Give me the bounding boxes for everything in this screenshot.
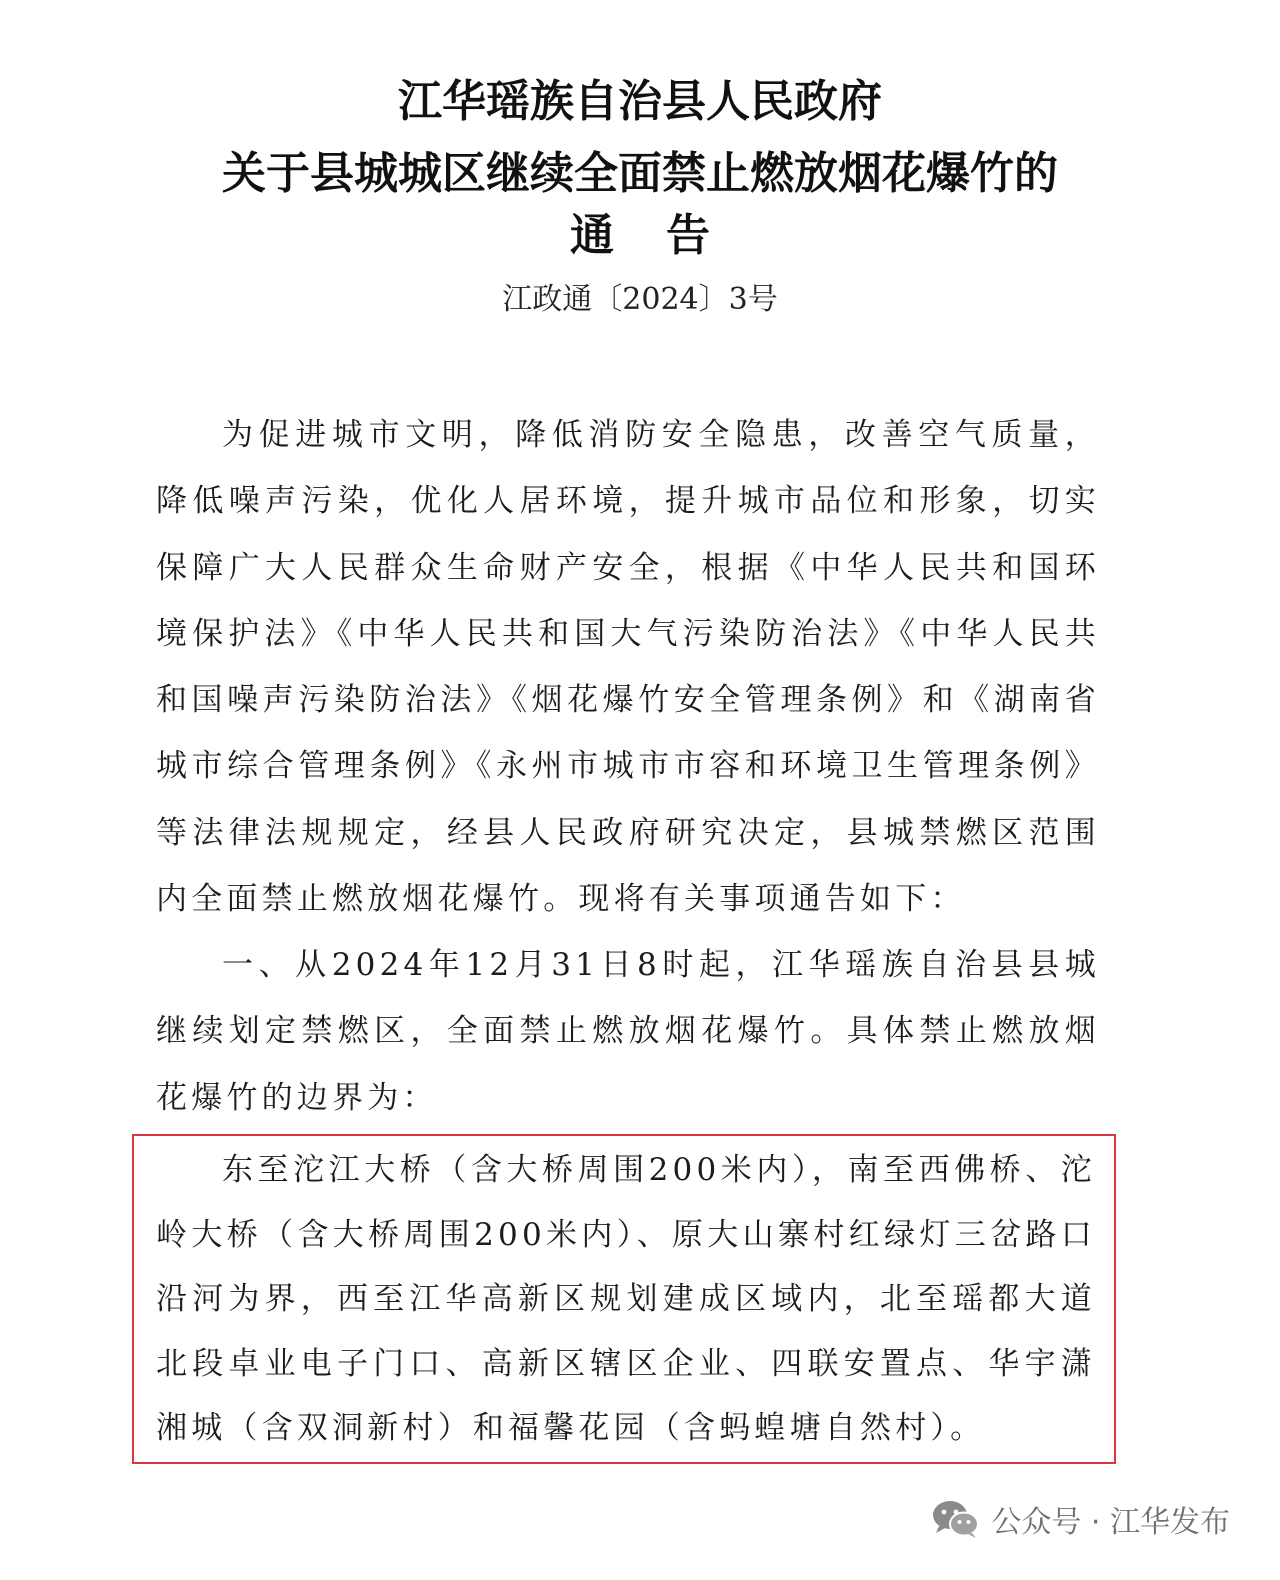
title-line-2: 关于县城城区继续全面禁止燃放烟花爆竹的: [222, 148, 1058, 199]
item-one-paragraph: 一、从2024年12月31日8时起，江华瑶族自治县县城继续划定禁燃区，全面禁止燃放烟花爆竹。具体禁止燃放烟花爆竹的边界为：: [156, 947, 1100, 1116]
title-line-1: 江华瑶族自治县人民政府: [398, 76, 882, 127]
intro-paragraph: 为促进城市文明，降低消防安全隐患，改善空气质量，降低噪声污染，优化人居环境，提升城市品位和形象，切实保障广大人民群众生命财产安全，根据《中华人民共和国环境保护法》《中华人民共和国大气污染防治法》《中华人民共和国噪声污染防治法》《烟花爆竹安全管理条例》和《湖南省城市综合管理条例》《永州市城市市容和环境卫生管理条例》等法律法规规定，经县人民政府研究决定，县城禁燃区范围内全面禁止燃放烟花爆竹。现将有关事项通告如下：: [156, 417, 1100, 918]
wechat-icon: [931, 1499, 981, 1539]
document-number: 江政通〔2024〕3号: [502, 282, 778, 317]
boundary-paragraph: 东至沱江大桥（含大桥周围200米内），南至西佛桥、沱岭大桥（含大桥周围200米内）、原大山寨村红绿灯三岔路口沿河为界，西至江华高新区规划建成区域内，北至瑶都大道北段卓业电子门口、高新区辖区企业、四联安置点、华宇潇湘城（含双洞新村）和福馨花园（含蚂蝗塘自然村）。: [156, 1152, 1096, 1446]
watermark: [931, 1494, 1230, 1544]
watermark-text: 公众号 · 江华发布: [991, 1505, 1230, 1540]
title-line-3: 通告: [570, 210, 762, 261]
